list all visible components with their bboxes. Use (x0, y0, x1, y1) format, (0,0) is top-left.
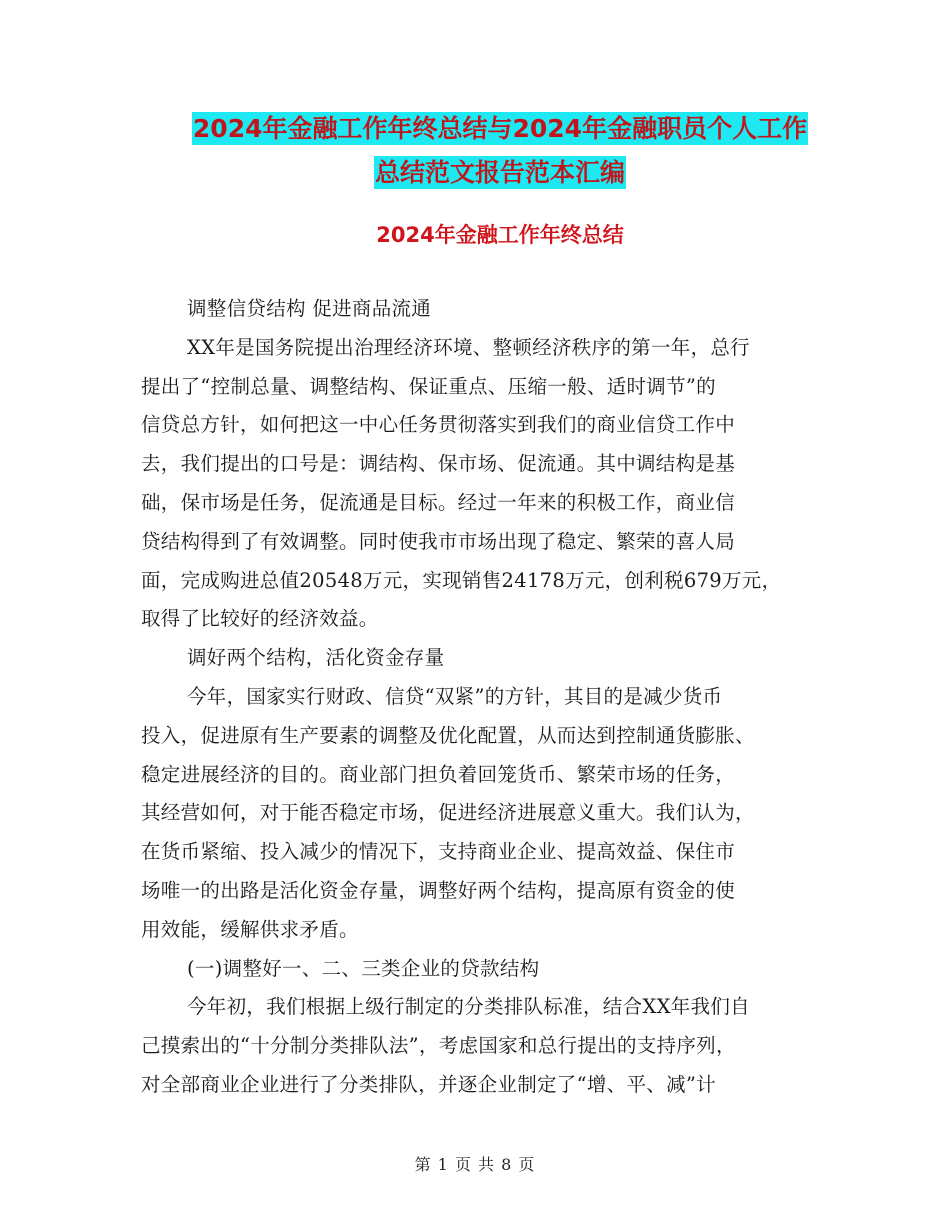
body-line: 己摸索出的“十分制分类排队法”，考虑国家和总行提出的支持序列， (141, 1034, 736, 1058)
body-line: 今年，国家实行财政、信贷“双紧”的方针，其目的是减少货币 (187, 684, 723, 708)
body-line: 提出了“控制总量、调整结构、保证重点、压缩一般、适时调节”的 (141, 374, 716, 398)
body-line: 今年初，我们根据上级行制定的分类排队标准，结合XX年我们自 (187, 995, 750, 1019)
body-line: 稳定进展经济的目的。商业部门担负着回笼货币、繁荣市场的任务， (141, 762, 736, 786)
section-title: 2024年金融工作年终总结 (376, 223, 624, 247)
body-line: 础，保市场是任务，促流通是目标。经过一年来的积极工作，商业信 (141, 490, 736, 514)
body-line: 投入，促进原有生产要素的调整及优化配置，从而达到控制通货膨胀、 (141, 723, 755, 747)
document-title-text-2: 总结范文报告范本汇编 (374, 158, 625, 187)
body-line: 去，我们提出的口号是：调结构、保市场、促流通。其中调结构是基 (141, 452, 736, 476)
body-line: 调好两个结构，活化资金存量 (187, 646, 445, 670)
document-title-line-2 (140, 158, 860, 188)
body-line: 面，完成购进总值20548万元，实现销售24178万元，创利税679万元， (141, 568, 782, 592)
body-line: 贷结构得到了有效调整。同时使我市市场出现了稳定、繁荣的喜人局 (141, 529, 736, 553)
body-line: 信贷总方针，如何把这一中心任务贯彻落实到我们的商业信贷工作中 (141, 413, 736, 437)
body-line: 其经营如何，对于能否稳定市场，促进经济进展意义重大。我们认为， (141, 801, 755, 825)
document-title-line-1 (140, 114, 860, 144)
body-line: 取得了比较好的经济效益。 (141, 607, 379, 631)
page-footer: 第 1 页 共 8 页 (414, 1155, 536, 1174)
body-text (141, 290, 821, 1105)
document-title-text-1: 2024年金融工作年终总结与2024年金融职员个人工作 (192, 114, 808, 143)
body-line: 调整信贷结构 促进商品流通 (187, 297, 432, 320)
body-line: 用效能，缓解供求矛盾。 (141, 917, 359, 941)
body-line: 在货币紧缩、投入减少的情况下，支持商业企业、提高效益、保住市 (141, 840, 736, 864)
body-line: 场唯一的出路是活化资金存量，调整好两个结构，提高原有资金的使 (141, 878, 736, 902)
body-line: XX年是国务院提出治理经济环境、整顿经济秩序的第一年，总行 (187, 335, 750, 359)
body-line: 对全部商业企业进行了分类排队，并逐企业制定了“增、平、减”计 (141, 1072, 716, 1096)
body-line: (一)调整好一、二、三类企业的贷款结构 (187, 956, 540, 980)
